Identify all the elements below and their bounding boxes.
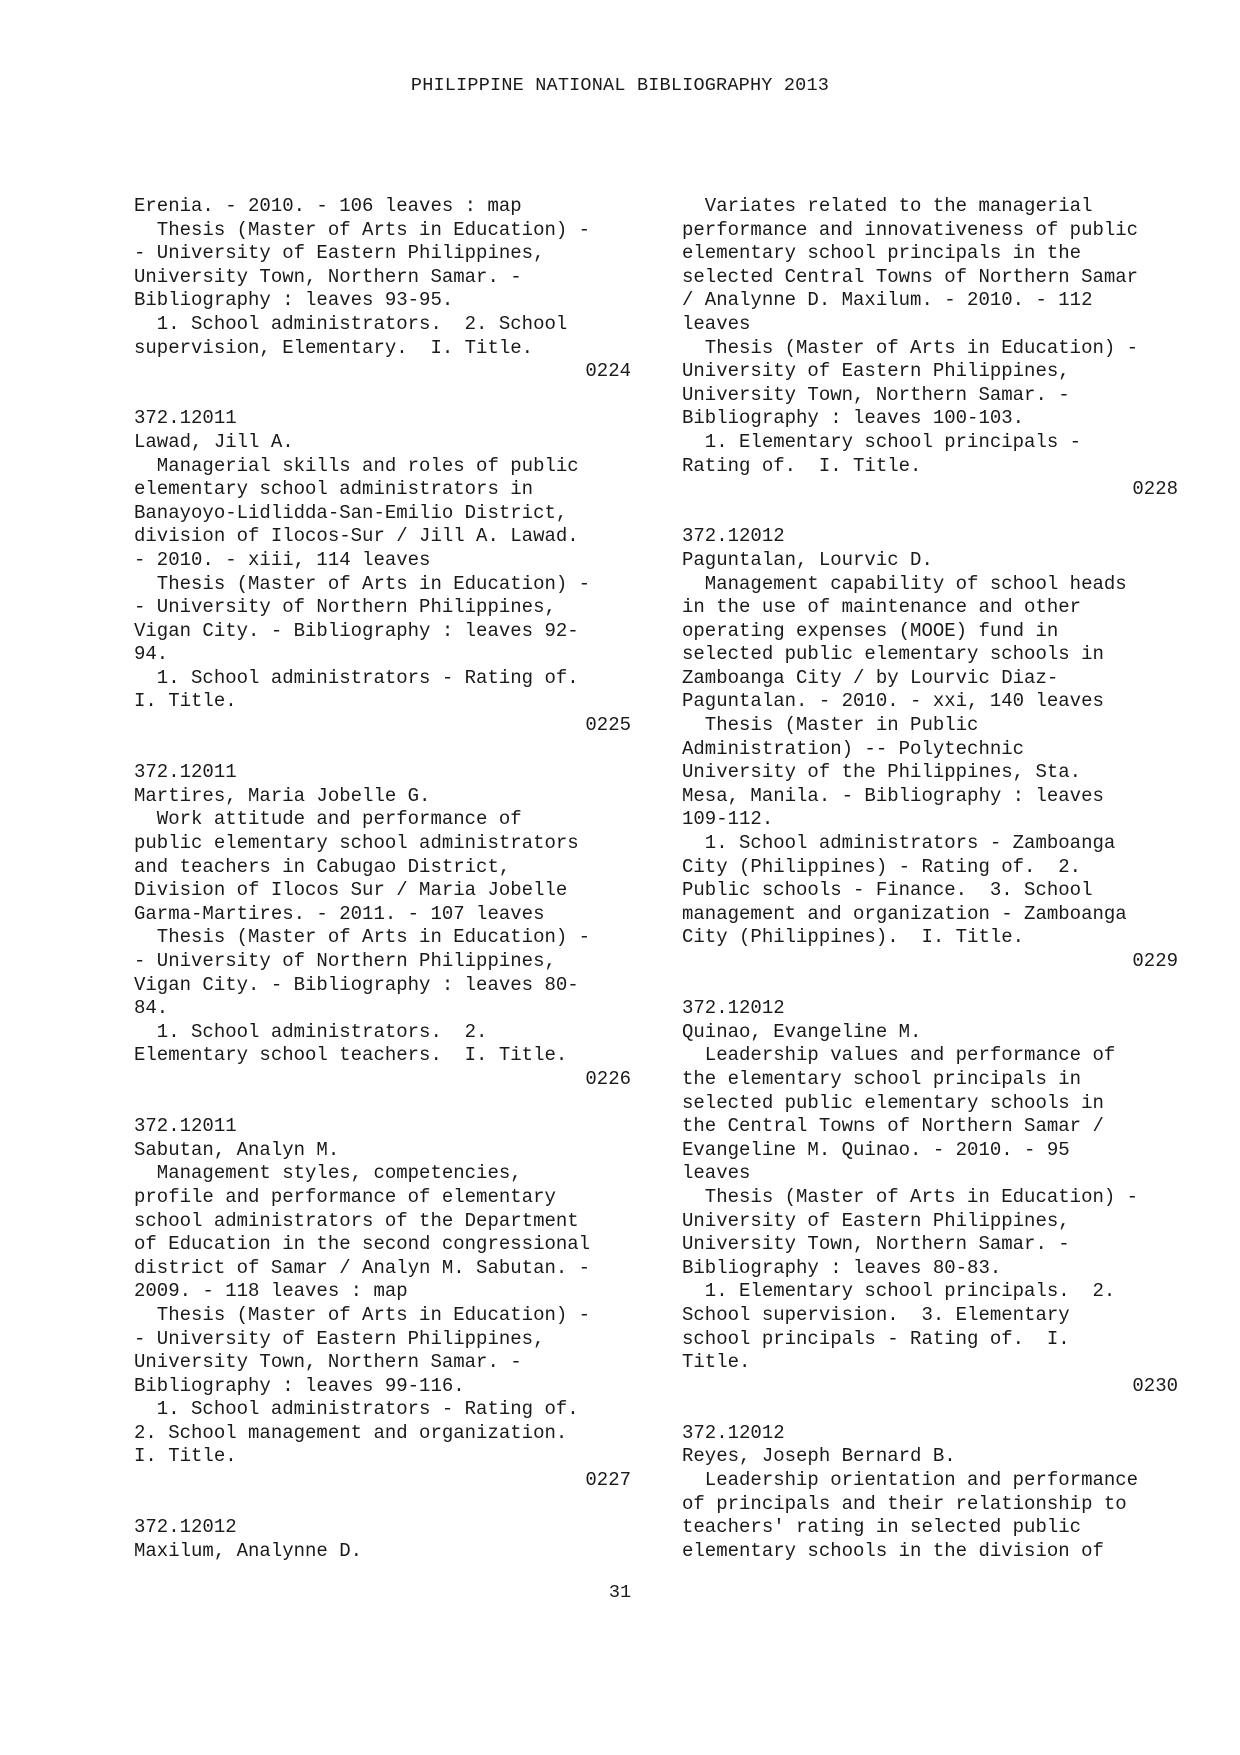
bibliography-line: 1. School administrators - Rating of. — [134, 666, 579, 689]
bibliography-line: Quinao, Evangeline M. — [682, 1020, 922, 1043]
bibliography-line: - University of Eastern Philippines, — [134, 242, 545, 265]
bibliography-line: supervision, Elementary. I. Title. — [134, 336, 534, 359]
bibliography-line: 372.12011 — [134, 1115, 237, 1138]
bibliography-line: school principals - Rating of. I. — [682, 1327, 1070, 1350]
bibliography-line: Variates related to the managerial — [682, 195, 1093, 217]
bibliography-line: Evangeline M. Quinao. - 2010. - 95 — [682, 1138, 1070, 1161]
bibliography-line: 2. School management and organization. — [134, 1421, 568, 1444]
bibliography-line: Work attitude and performance of — [134, 808, 522, 831]
bibliography-line: profile and performance of elementary — [134, 1185, 556, 1208]
bibliography-line: in the use of maintenance and other — [682, 596, 1082, 619]
bibliography-line: Bibliography : leaves 99-116. — [134, 1374, 465, 1397]
bibliography-line: - 2010. - xiii, 114 leaves — [134, 548, 431, 571]
bibliography-line: Thesis (Master of Arts in Education) - — [682, 336, 1139, 359]
bibliography-line: Public schools - Finance. 3. School — [682, 879, 1093, 902]
bibliography-line: Maxilum, Analynne D. — [134, 1539, 363, 1562]
entry-separator — [682, 974, 1202, 998]
bibliography-line: - University of Northern Philippines, — [134, 596, 556, 619]
left-column — [134, 195, 654, 1563]
bibliography-line: University of Eastern Philippines, — [682, 360, 1070, 383]
bibliography-line: Thesis (Master of Arts in Education) - — [682, 1185, 1139, 1208]
entry-separator — [134, 1493, 654, 1517]
bibliography-line: University Town, Northern Samar. - — [682, 1233, 1070, 1256]
bibliography-line: selected public elementary schools in — [682, 1091, 1104, 1114]
bibliography-line: performance and innovativeness of public — [682, 218, 1139, 241]
bibliography-line: school administrators of the Department — [134, 1209, 579, 1232]
bibliography-line: Thesis (Master of Arts in Education) - — [134, 572, 591, 595]
bibliography-line: 84. — [134, 997, 169, 1020]
bibliography-line: elementary schools in the division of — [682, 1539, 1104, 1562]
entry-number: 0229 — [1132, 950, 1178, 972]
bibliography-line: of principals and their relationship to — [682, 1492, 1127, 1515]
bibliography-line: University of the Philippines, Sta. — [682, 761, 1082, 784]
bibliography-line: elementary school administrators in — [134, 478, 534, 501]
bibliography-line: selected public elementary schools in — [682, 643, 1104, 666]
bibliography-line: City (Philippines). I. Title. — [682, 926, 1025, 949]
bibliography-line: Vigan City. - Bibliography : leaves 92- — [134, 619, 579, 642]
bibliography-line: Zamboanga City / by Lourvic Diaz- — [682, 666, 1059, 689]
bibliography-line: Vigan City. - Bibliography : leaves 80- — [134, 973, 579, 996]
bibliography-line: Erenia. - 2010. - 106 leaves : map — [134, 195, 522, 217]
right-column — [682, 195, 1202, 1563]
bibliography-line: Banayoyo-Lidlidda-San-Emilio District, — [134, 501, 568, 524]
bibliography-line: 1. School administrators - Rating of. — [134, 1398, 579, 1421]
entry-number: 0226 — [585, 1067, 631, 1090]
bibliography-line: I. Title. — [134, 1445, 237, 1468]
entry-number: 0227 — [585, 1469, 631, 1492]
bibliography-line: Division of Ilocos Sur / Maria Jobelle — [134, 879, 568, 902]
bibliography-line: Thesis (Master of Arts in Education) - — [134, 926, 591, 949]
bibliography-line: 372.12012 — [682, 997, 785, 1020]
bibliography-line: School supervision. 3. Elementary — [682, 1303, 1070, 1326]
bibliography-line: 109-112. — [682, 808, 774, 831]
bibliography-line: of Education in the second congressional — [134, 1233, 591, 1256]
bibliography-line: division of Ilocos-Sur / Jill A. Lawad. — [134, 525, 579, 548]
bibliography-line: Lawad, Jill A. — [134, 430, 294, 453]
bibliography-line: 94. — [134, 643, 169, 666]
bibliography-line: Garma-Martires. - 2011. - 107 leaves — [134, 902, 545, 925]
bibliography-line: 372.12012 — [682, 1421, 785, 1444]
bibliography-line: University Town, Northern Samar. - — [682, 383, 1070, 406]
bibliography-line: 2009. - 118 leaves : map — [134, 1280, 408, 1303]
bibliography-line: 372.12012 — [682, 525, 785, 548]
bibliography-line: Sabutan, Analyn M. — [134, 1138, 340, 1161]
bibliography-line: 1. Elementary school principals - — [682, 430, 1082, 453]
bibliography-line: selected Central Towns of Northern Samar — [682, 265, 1139, 288]
bibliography-line: leaves — [682, 312, 751, 335]
bibliography-line: and teachers in Cabugao District, — [134, 855, 511, 878]
bibliography-line: 1. School administrators - Zamboanga — [682, 832, 1116, 855]
bibliography-line: Bibliography : leaves 80-83. — [682, 1256, 1002, 1279]
bibliography-line: Paguntalan. - 2010. - xxi, 140 leaves — [682, 690, 1104, 713]
entry-separator — [134, 738, 654, 762]
bibliography-line: I. Title. — [134, 690, 237, 713]
entry-separator — [134, 384, 654, 408]
bibliography-line: University of Eastern Philippines, — [682, 1209, 1070, 1232]
bibliography-line: 1. Elementary school principals. 2. — [682, 1280, 1116, 1303]
bibliography-line: the elementary school principals in — [682, 1067, 1082, 1090]
bibliography-line: elementary school principals in the — [682, 242, 1082, 265]
bibliography-line: operating expenses (MOOE) fund in — [682, 619, 1059, 642]
entry-number: 0230 — [1132, 1374, 1178, 1397]
bibliography-line: Managerial skills and roles of public — [134, 454, 579, 477]
bibliography-line: Mesa, Manila. - Bibliography : leaves — [682, 784, 1104, 807]
bibliography-line: 372.12012 — [134, 1516, 237, 1539]
bibliography-line: Bibliography : leaves 100-103. — [682, 407, 1025, 430]
bibliography-line: Management styles, competencies, — [134, 1162, 522, 1185]
bibliography-line: leaves — [682, 1162, 751, 1185]
bibliography-line: Thesis (Master of Arts in Education) - — [134, 1303, 591, 1326]
entry-number: 0228 — [1132, 478, 1178, 501]
bibliography-line: Martires, Maria Jobelle G. — [134, 784, 431, 807]
bibliography-line: University Town, Northern Samar. - — [134, 265, 522, 288]
entry-number: 0225 — [585, 714, 631, 737]
bibliography-line: City (Philippines) - Rating of. 2. — [682, 855, 1082, 878]
entry-separator — [682, 1398, 1202, 1422]
bibliography-line: Administration) -- Polytechnic — [682, 737, 1025, 760]
bibliography-line: Reyes, Joseph Bernard B. — [682, 1445, 956, 1468]
bibliography-line: - University of Northern Philippines, — [134, 950, 556, 972]
bibliography-line: 372.12011 — [134, 761, 237, 784]
bibliography-line: Title. — [682, 1351, 751, 1374]
bibliography-line: Leadership orientation and performance — [682, 1469, 1139, 1492]
bibliography-line: Rating of. I. Title. — [682, 454, 922, 477]
bibliography-line: 1. School administrators. 2. School — [134, 312, 568, 335]
bibliography-line: management and organization - Zamboanga — [682, 902, 1127, 925]
bibliography-line: Paguntalan, Lourvic D. — [682, 548, 933, 571]
bibliography-line: Elementary school teachers. I. Title. — [134, 1044, 568, 1067]
bibliography-line: 372.12011 — [134, 407, 237, 430]
bibliography-line: district of Samar / Analyn M. Sabutan. - — [134, 1256, 591, 1279]
bibliography-line: Management capability of school heads — [682, 572, 1127, 595]
bibliography-line: University Town, Northern Samar. - — [134, 1351, 522, 1374]
bibliography-line: 1. School administrators. 2. — [134, 1020, 488, 1043]
page-header-title: PHILIPPINE NATIONAL BIBLIOGRAPHY 2013 — [410, 75, 830, 96]
bibliography-line: the Central Towns of Northern Samar / — [682, 1115, 1104, 1138]
bibliography-line: teachers' rating in selected public — [682, 1516, 1082, 1539]
entry-separator — [134, 1092, 654, 1116]
bibliography-line: / Analynne D. Maxilum. - 2010. - 112 — [682, 289, 1093, 312]
bibliography-line: Thesis (Master in Public — [682, 714, 979, 737]
bibliography-line: Bibliography : leaves 93-95. — [134, 289, 454, 312]
page-number: 31 — [608, 1582, 632, 1603]
entry-separator — [682, 502, 1202, 526]
entry-number: 0224 — [585, 360, 631, 383]
bibliography-line: Leadership values and performance of — [682, 1044, 1116, 1067]
bibliography-line: Thesis (Master of Arts in Education) - — [134, 218, 591, 241]
bibliography-line: - University of Eastern Philippines, — [134, 1327, 545, 1350]
bibliography-line: public elementary school administrators — [134, 832, 579, 855]
